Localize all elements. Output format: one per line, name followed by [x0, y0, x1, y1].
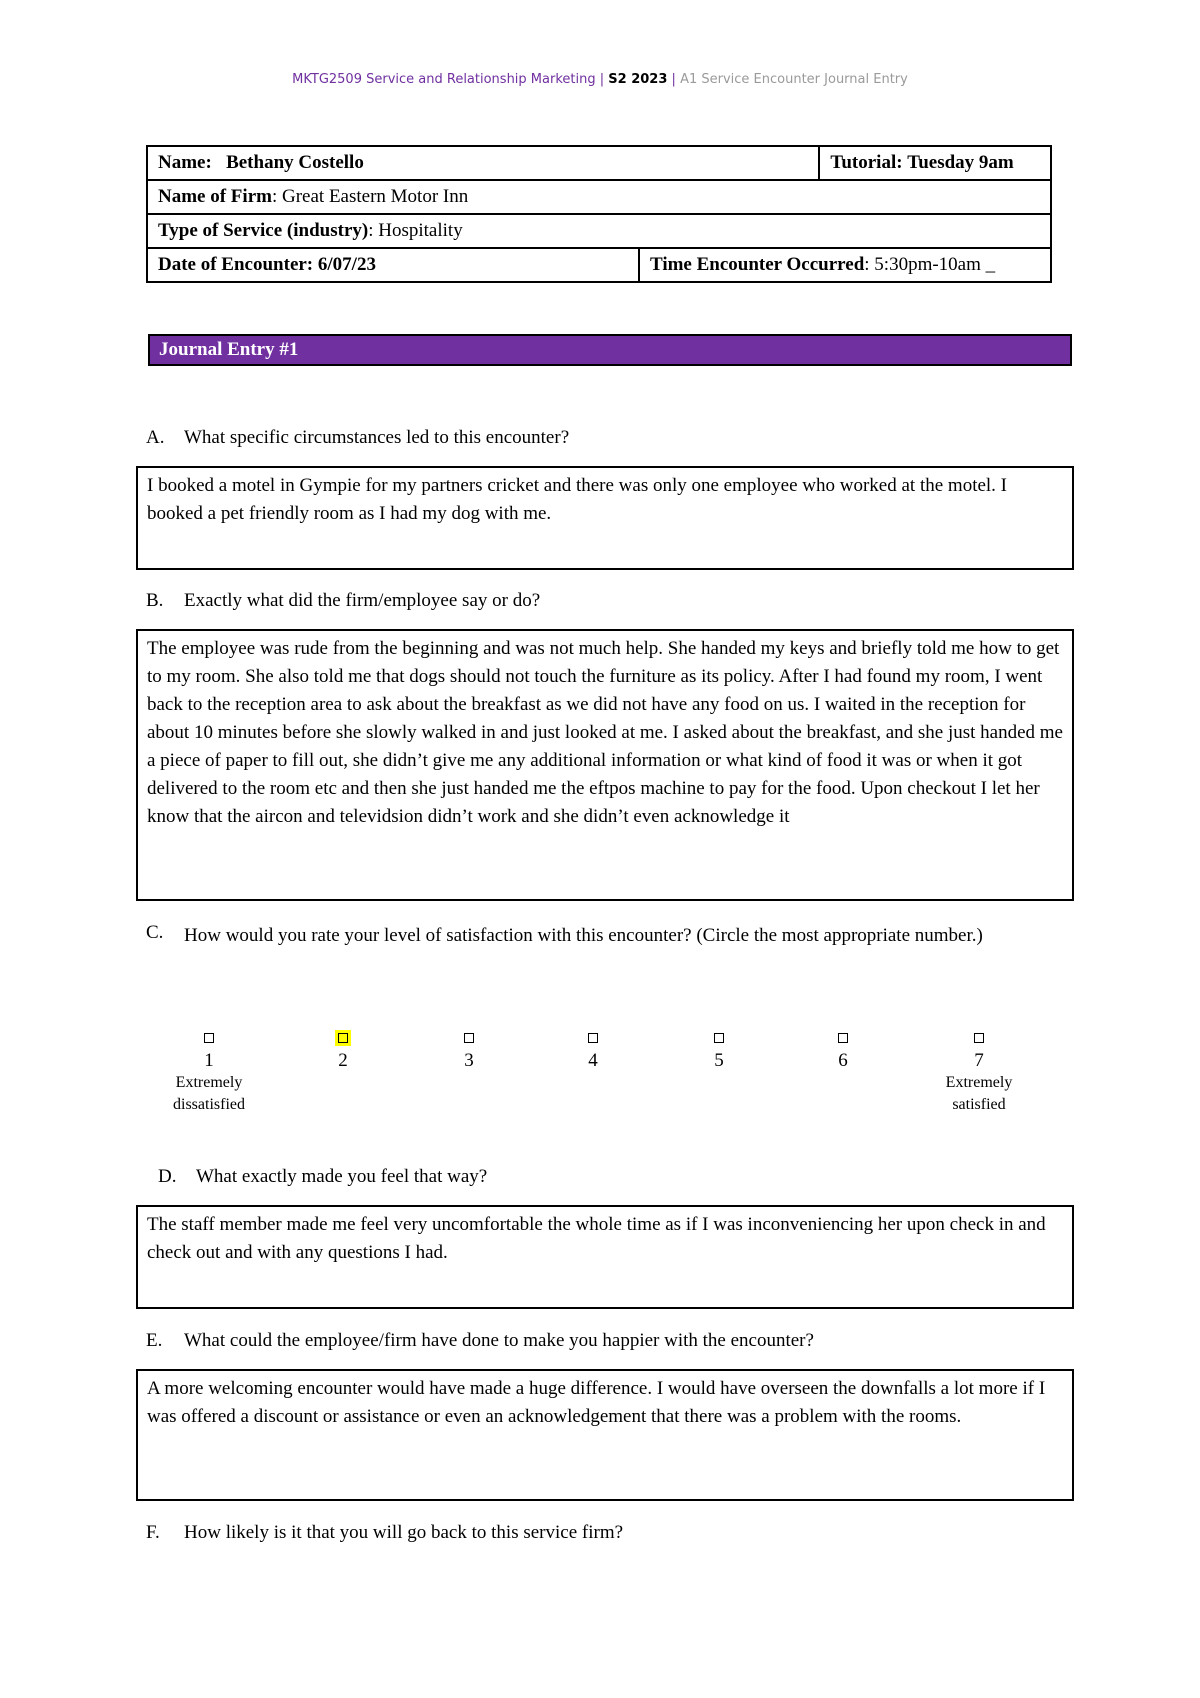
scale-option-1[interactable]: [149, 1030, 269, 1116]
answer-d[interactable]: The staff member made me feel very uncomfortable the whole time as if I was inconveniencing her upon check in and check out and with any questions I had.: [136, 1205, 1074, 1309]
answer-e[interactable]: A more welcoming encounter would have made a huge difference. I would have overseen the downfalls a lot more if I was offered a discount or assistance or even an acknowledgement that there was a problem with the rooms.: [136, 1369, 1074, 1501]
answer-b[interactable]: The employee was rude from the beginning and was not much help. She handed my keys and briefly told me how to get to my room. She also told me that dogs should not touch the furniture as its policy. After I had found my room, I went back to the reception area to ask about the breakfast as we did not have any food on us. I waited in the reception for about 10 minutes before she slowly walked in and just looked at me. I asked about the breakfast, and she just handed me a piece of paper to fill out, she didn’t give me any additional information or what kind of food it was or when it got delivered to the room etc and then she just handed me the eftpos machine to pay for the food. Upon checkout I let her know that the aircon and televidsion didn’t work and she didn’t even acknowledge it: [136, 629, 1074, 901]
page-header: [0, 72, 1200, 87]
scale-number-2: 2: [338, 1050, 348, 1071]
tutorial-value: Tuesday 9am: [907, 152, 1014, 173]
question-f-number: F.: [146, 1522, 160, 1543]
scale-number-7: 7: [974, 1050, 984, 1071]
scale-option-2[interactable]: [283, 1030, 403, 1072]
low-caption-2: dissatisfied: [173, 1096, 245, 1113]
firm-value: : Great Eastern Motor Inn: [271, 186, 469, 207]
header-separator-2: |: [671, 72, 676, 87]
tutorial-label: Tutorial:: [830, 152, 903, 173]
question-e: [146, 1330, 814, 1352]
info-table: [146, 145, 1052, 283]
question-e-text: What could the employee/firm have done to make you happier with the encounter?: [184, 1330, 814, 1351]
question-a: [146, 427, 569, 449]
question-f: [146, 1522, 623, 1544]
low-caption-1: Extremely: [175, 1074, 243, 1091]
scale-checkbox-3[interactable]: [464, 1033, 474, 1043]
scale-checkbox-1[interactable]: [204, 1033, 214, 1043]
date-cell: [147, 248, 639, 282]
scale-number-4: 4: [588, 1050, 598, 1071]
service-value: : Hospitality: [368, 220, 463, 241]
scale-option-6[interactable]: [783, 1030, 903, 1072]
question-c: [146, 922, 1046, 949]
high-caption-1: Extremely: [945, 1074, 1013, 1091]
name-label: Name:: [158, 152, 212, 173]
question-c-text: How would you rate your level of satisfaction with this encounter? (Circle the most appropriate number.): [184, 925, 983, 946]
question-b-text: Exactly what did the firm/employee say or do?: [184, 590, 541, 611]
scale-checkbox-4[interactable]: [588, 1033, 598, 1043]
question-b: [146, 590, 540, 612]
time-cell: [639, 248, 1051, 282]
name-value: Bethany Costello: [226, 152, 364, 173]
firm-label: Name of Firm: [158, 186, 272, 207]
question-a-text: What specific circumstances led to this encounter?: [184, 427, 570, 448]
answer-a[interactable]: I booked a motel in Gympie for my partners cricket and there was only one employee who worked at the motel. I booked a pet friendly room as I had my dog with me.: [136, 466, 1074, 570]
tutorial-cell: [819, 146, 1051, 180]
date-value: 6/07/23: [317, 254, 376, 275]
time-value: : 5:30pm-10am _: [864, 254, 996, 275]
name-cell: [147, 146, 819, 180]
scale-checkbox-2-selected[interactable]: [338, 1033, 348, 1043]
question-d: [158, 1166, 487, 1188]
journal-entry-banner: Journal Entry #1: [148, 334, 1072, 366]
header-separator: |: [599, 72, 605, 87]
satisfaction-scale: [0, 1030, 1200, 1120]
date-label: Date of Encounter:: [158, 254, 314, 275]
question-c-number: C.: [146, 922, 164, 943]
question-b-number: B.: [146, 590, 164, 611]
question-d-number: D.: [158, 1166, 177, 1187]
course-name: MKTG2509 Service and Relationship Marketing: [292, 72, 596, 87]
assignment-title: A1 Service Encounter Journal Entry: [680, 72, 908, 87]
semester: S2 2023: [608, 72, 668, 87]
question-e-number: E.: [146, 1330, 163, 1351]
scale-checkbox-7[interactable]: [974, 1033, 984, 1043]
scale-option-5[interactable]: [659, 1030, 779, 1072]
service-label: Type of Service (industry): [158, 220, 369, 241]
scale-option-4[interactable]: [533, 1030, 653, 1072]
scale-number-3: 3: [464, 1050, 474, 1071]
high-caption-2: satisfied: [952, 1096, 1006, 1113]
scale-checkbox-6[interactable]: [838, 1033, 848, 1043]
question-f-text: How likely is it that you will go back to this service firm?: [184, 1522, 624, 1543]
time-label: Time Encounter Occurred: [650, 254, 865, 275]
firm-cell: [147, 180, 1051, 214]
question-d-text: What exactly made you feel that way?: [196, 1166, 488, 1187]
scale-option-7[interactable]: [919, 1030, 1039, 1116]
scale-number-5: 5: [714, 1050, 724, 1071]
question-a-number: A.: [146, 427, 165, 448]
scale-checkbox-5[interactable]: [714, 1033, 724, 1043]
scale-option-3[interactable]: [409, 1030, 529, 1072]
service-cell: [147, 214, 1051, 248]
scale-number-6: 6: [838, 1050, 848, 1071]
scale-number-1: 1: [204, 1050, 214, 1071]
